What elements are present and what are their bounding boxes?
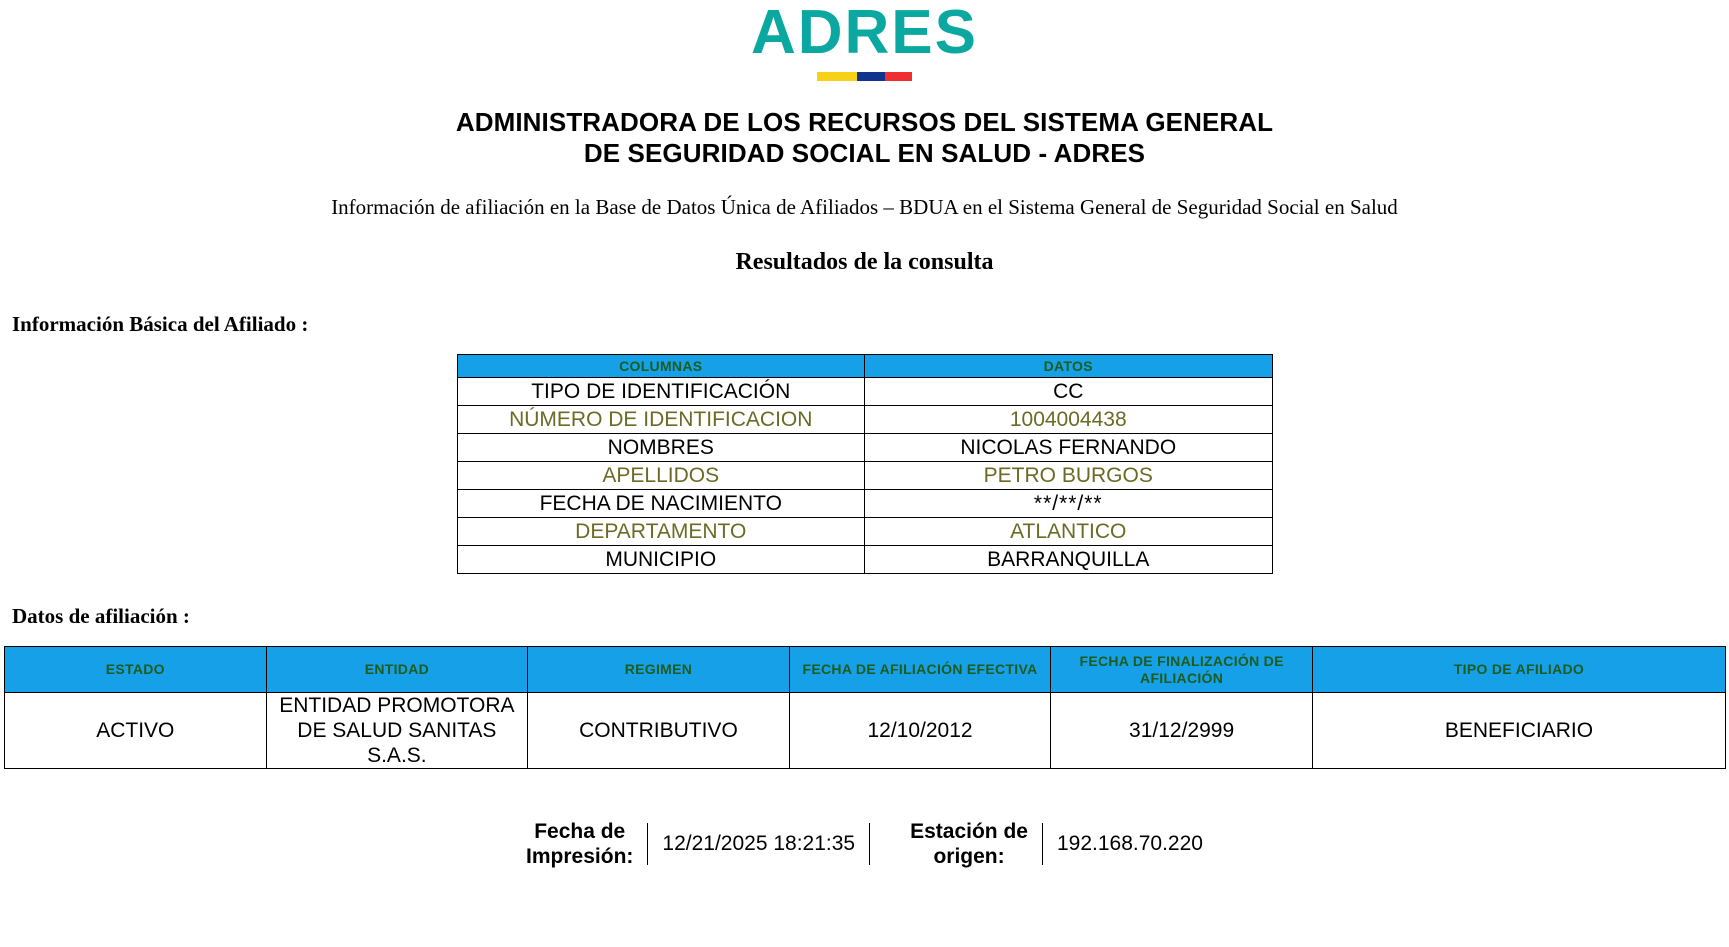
basic-row-label-departamento: DEPARTAMENTO xyxy=(457,518,865,546)
table-row xyxy=(457,518,1272,546)
footer-spacer xyxy=(870,819,896,869)
station-label-line-2: origen: xyxy=(933,845,1005,868)
afil-cell-entidad: ENTIDAD PROMOTORA DE SALUD SANITAS S.A.S. xyxy=(266,693,528,769)
station-label xyxy=(896,819,1042,869)
table-row xyxy=(457,546,1272,574)
afil-header-entidad: ENTIDAD xyxy=(266,647,528,693)
flag-stripe-red xyxy=(885,72,913,81)
page-title-line-2: DE SEGURIDAD SOCIAL EN SALUD - ADRES xyxy=(583,138,1146,168)
print-date-label xyxy=(512,819,647,869)
table-header-row xyxy=(5,647,1726,693)
basic-row-label-nombres: NOMBRES xyxy=(457,434,865,462)
page-title-line-1: ADMINISTRADORA DE LOS RECURSOS DEL SISTEMA GENERAL xyxy=(455,107,1274,137)
print-date-value: 12/21/2025 18:21:35 xyxy=(647,823,870,865)
afil-header-fecha-finalizacion: FECHA DE FINALIZACIÓN DE AFILIACIÓN xyxy=(1051,647,1313,693)
print-date-label-line-2: Impresión: xyxy=(526,845,634,868)
results-heading: Resultados de la consulta xyxy=(735,249,994,275)
station-value: 192.168.70.220 xyxy=(1042,823,1217,865)
afil-header-estado: ESTADO xyxy=(5,647,267,693)
table-row xyxy=(457,462,1272,490)
flag-stripe-yellow xyxy=(817,72,857,81)
basic-header-columnas: COLUMNAS xyxy=(457,355,865,378)
table-row xyxy=(457,434,1272,462)
basic-row-value-nombres: NICOLAS FERNANDO xyxy=(865,434,1273,462)
adres-wordmark: ADRES xyxy=(750,0,979,67)
print-date-label-line-1: Fecha de xyxy=(534,820,626,843)
footer xyxy=(0,819,1729,869)
basic-row-label-municipio: MUNICIPIO xyxy=(457,546,865,574)
page-subtitle: Información de afiliación en la Base de Datos Única de Afiliados – BDUA en el Sistema General de Seguridad Social en Salud xyxy=(331,195,1398,219)
afil-header-fecha-afiliacion: FECHA DE AFILIACIÓN EFECTIVA xyxy=(789,647,1051,693)
adres-logo xyxy=(0,0,1729,81)
table-row xyxy=(457,378,1272,406)
table-row xyxy=(457,406,1272,434)
basic-header-datos: DATOS xyxy=(865,355,1273,378)
basic-row-label-tipo-identificacion: TIPO DE IDENTIFICACIÓN xyxy=(457,378,865,406)
afiliacion-table xyxy=(4,646,1726,769)
basic-row-value-municipio: BARRANQUILLA xyxy=(865,546,1273,574)
basic-info-section-label: Información Básica del Afiliado : xyxy=(12,312,309,336)
table-row xyxy=(457,490,1272,518)
table-row xyxy=(5,693,1726,769)
afiliacion-table-body xyxy=(5,693,1726,769)
basic-row-value-tipo-identificacion: CC xyxy=(865,378,1273,406)
basic-row-label-numero-identificacion: NÚMERO DE IDENTIFICACION xyxy=(457,406,865,434)
flag-stripe-blue xyxy=(857,72,885,81)
afil-cell-estado: ACTIVO xyxy=(5,693,267,769)
afiliacion-table-head xyxy=(5,647,1726,693)
afil-header-tipo-afiliado: TIPO DE AFILIADO xyxy=(1312,647,1725,693)
table-header-row xyxy=(457,355,1272,378)
afiliacion-section-label: Datos de afiliación : xyxy=(12,604,190,628)
basic-row-label-apellidos: APELLIDOS xyxy=(457,462,865,490)
colombia-flag-bar xyxy=(817,72,913,81)
afil-cell-fecha-finalizacion: 31/12/2999 xyxy=(1051,693,1313,769)
basic-info-table xyxy=(457,354,1273,574)
afil-cell-tipo-afiliado: BENEFICIARIO xyxy=(1312,693,1725,769)
basic-info-table-body xyxy=(457,378,1272,574)
basic-row-value-apellidos: PETRO BURGOS xyxy=(865,462,1273,490)
page-title xyxy=(0,107,1729,169)
basic-row-label-fecha-nacimiento: FECHA DE NACIMIENTO xyxy=(457,490,865,518)
basic-row-value-numero-identificacion: 1004004438 xyxy=(865,406,1273,434)
afil-header-regimen: REGIMEN xyxy=(528,647,790,693)
afil-cell-fecha-afiliacion: 12/10/2012 xyxy=(789,693,1051,769)
basic-row-value-fecha-nacimiento: **/**/** xyxy=(865,490,1273,518)
basic-info-table-head xyxy=(457,355,1272,378)
afil-cell-regimen: CONTRIBUTIVO xyxy=(528,693,790,769)
basic-row-value-departamento: ATLANTICO xyxy=(865,518,1273,546)
station-label-line-1: Estación de xyxy=(910,820,1028,843)
